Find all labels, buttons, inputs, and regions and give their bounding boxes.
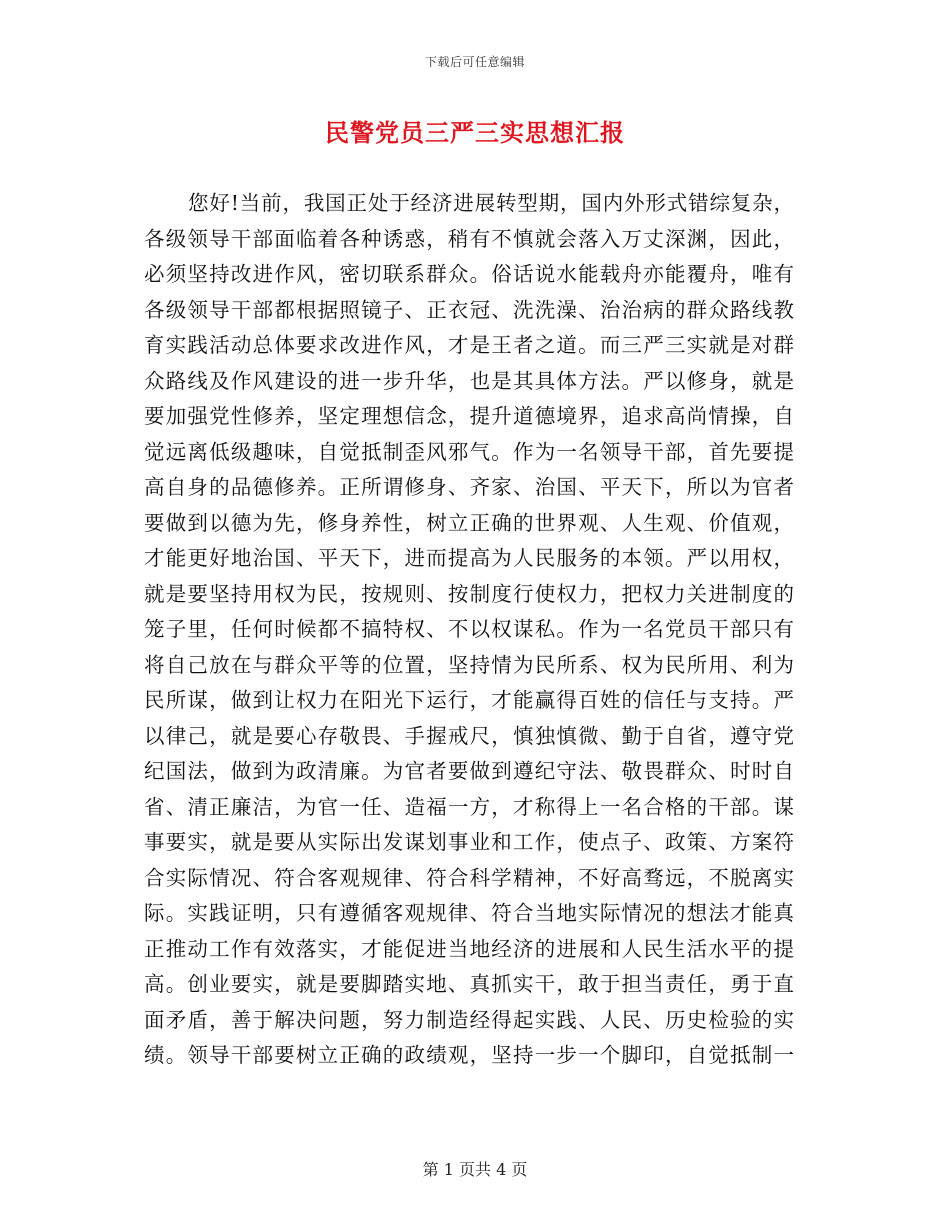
body-line: 民所谋，做到让权力在阳光下运行，才能赢得百姓的信任与支持。严 xyxy=(144,688,794,712)
body-line: 高自身的品德修养。正所谓修身、齐家、治国、平天下，所以为官者 xyxy=(144,475,794,499)
page-footer: 第 1 页共 4 页 xyxy=(422,1160,528,1179)
body-line: 将自己放在与群众平等的位置，坚持情为民所系、权为民所用、利为 xyxy=(144,652,794,677)
body-line: 绩。领导干部要树立正确的政绩观，坚持一步一个脚印，自觉抵制一 xyxy=(144,1043,794,1067)
body-line: 必须坚持改进作风，密切联系群众。俗话说水能载舟亦能覆舟，唯有 xyxy=(144,262,794,286)
document-title: 民警党员三严三实思想汇报 xyxy=(325,118,625,147)
body-line: 正推动工作有效落实，才能促进当地经济的进展和人民生活水平的提 xyxy=(144,936,794,961)
body-line: 以律己，就是要心存敬畏、手握戒尺，慎独慎微、勤于自省，遵守党 xyxy=(144,723,794,748)
body-line: 才能更好地治国、平天下，进而提高为人民服务的本领。严以用权， xyxy=(144,546,794,570)
body-line: 育实践活动总体要求改进作风，才是王者之道。而三严三实就是对群 xyxy=(144,333,794,357)
body-line: 高。创业要实，就是要脚踏实地、真抓实干，敢于担当责任，勇于直 xyxy=(144,972,794,996)
body-line: 就是要坚持用权为民，按规则、按制度行使权力，把权力关进制度的 xyxy=(144,581,794,606)
body-line: 事要实，就是要从实际出发谋划事业和工作，使点子、政策、方案符 xyxy=(144,830,794,854)
body-line: 要做到以德为先，修身养性，树立正确的世界观、人生观、价值观， xyxy=(144,510,794,535)
body-line: 您好!当前，我国正处于经济进展转型期，国内外形式错综复杂， xyxy=(188,191,794,215)
body-line: 际。实践证明，只有遵循客观规律、符合当地实际情况的想法才能真 xyxy=(144,901,794,925)
body-line: 面矛盾，善于解决问题，努力制造经得起实践、人民、历史检验的实 xyxy=(144,1007,794,1032)
body-line: 笼子里，任何时候都不搞特权、不以权谋私。作为一名党员干部只有 xyxy=(144,617,794,641)
body-line: 各级领导干部都根据照镜子、正衣冠、洗洗澡、治治病的群众路线教 xyxy=(144,297,794,322)
body-line: 觉远离低级趣味，自觉抵制歪风邪气。作为一名领导干部，首先要提 xyxy=(144,439,794,464)
document-body xyxy=(144,186,794,1074)
body-line: 合实际情况、符合客观规律、符合科学精神，不好高骛远，不脱离实 xyxy=(144,865,794,890)
body-line: 省、清正廉洁，为官一任、造福一方，才称得上一名合格的干部。谋 xyxy=(144,794,794,819)
page-header: 下载后可任意编辑 xyxy=(424,55,525,69)
body-line: 各级领导干部面临着各种诱惑，稍有不慎就会落入万丈深渊，因此， xyxy=(144,226,794,251)
body-line: 纪国法，做到为政清廉。为官者要做到遵纪守法、敬畏群众、时时自 xyxy=(144,759,794,783)
body-line: 要加强党性修养，坚定理想信念，提升道德境界，追求高尚情操，自 xyxy=(144,404,794,428)
body-line: 众路线及作风建设的进一步升华，也是其具体方法。严以修身，就是 xyxy=(144,368,794,393)
